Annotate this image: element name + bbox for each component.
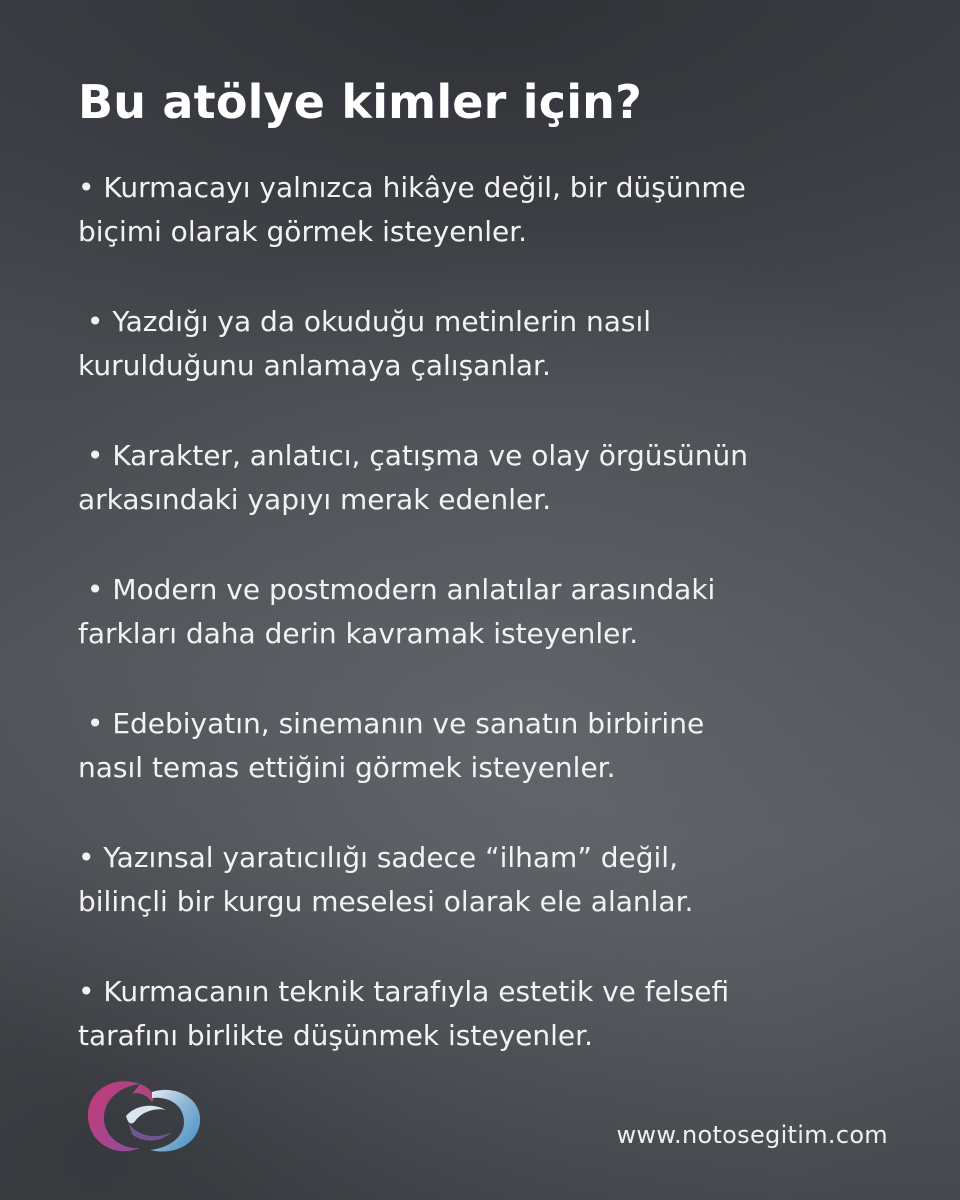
list-item: • Karakter, anlatıcı, çatışma ve olay örgüsünün arkasındaki yapıyı merak edenler.	[78, 439, 749, 516]
list-item: • Kurmacayı yalnızca hikâye değil, bir düşünme biçimi olarak görmek isteyenler.	[78, 171, 746, 248]
audience-list	[78, 166, 918, 1104]
list-item: • Edebiyatın, sinemanın ve sanatın birbirine nasıl temas ettiğini görmek isteyenler.	[78, 707, 705, 784]
list-item: • Yazdığı ya da okuduğu metinlerin nasıl kurulduğunu anlamaya çalışanlar.	[78, 305, 652, 382]
website-url: www.notosegitim.com	[616, 1121, 888, 1149]
list-item: • Kurmacanın teknik tarafıyla estetik ve felsefi tarafını birlikte düşünmek isteyenler.	[78, 975, 730, 1052]
page-title: Bu atölye kimler için?	[78, 75, 643, 129]
list-item: • Modern ve postmodern anlatılar arasındaki farkları daha derin kavramak isteyenler.	[78, 573, 716, 650]
notos-logo-icon	[82, 1072, 206, 1160]
list-item: • Yazınsal yaratıcılığı sadece “ilham” değil, bilinçli bir kurgu meselesi olarak ele alanlar.	[78, 841, 694, 918]
